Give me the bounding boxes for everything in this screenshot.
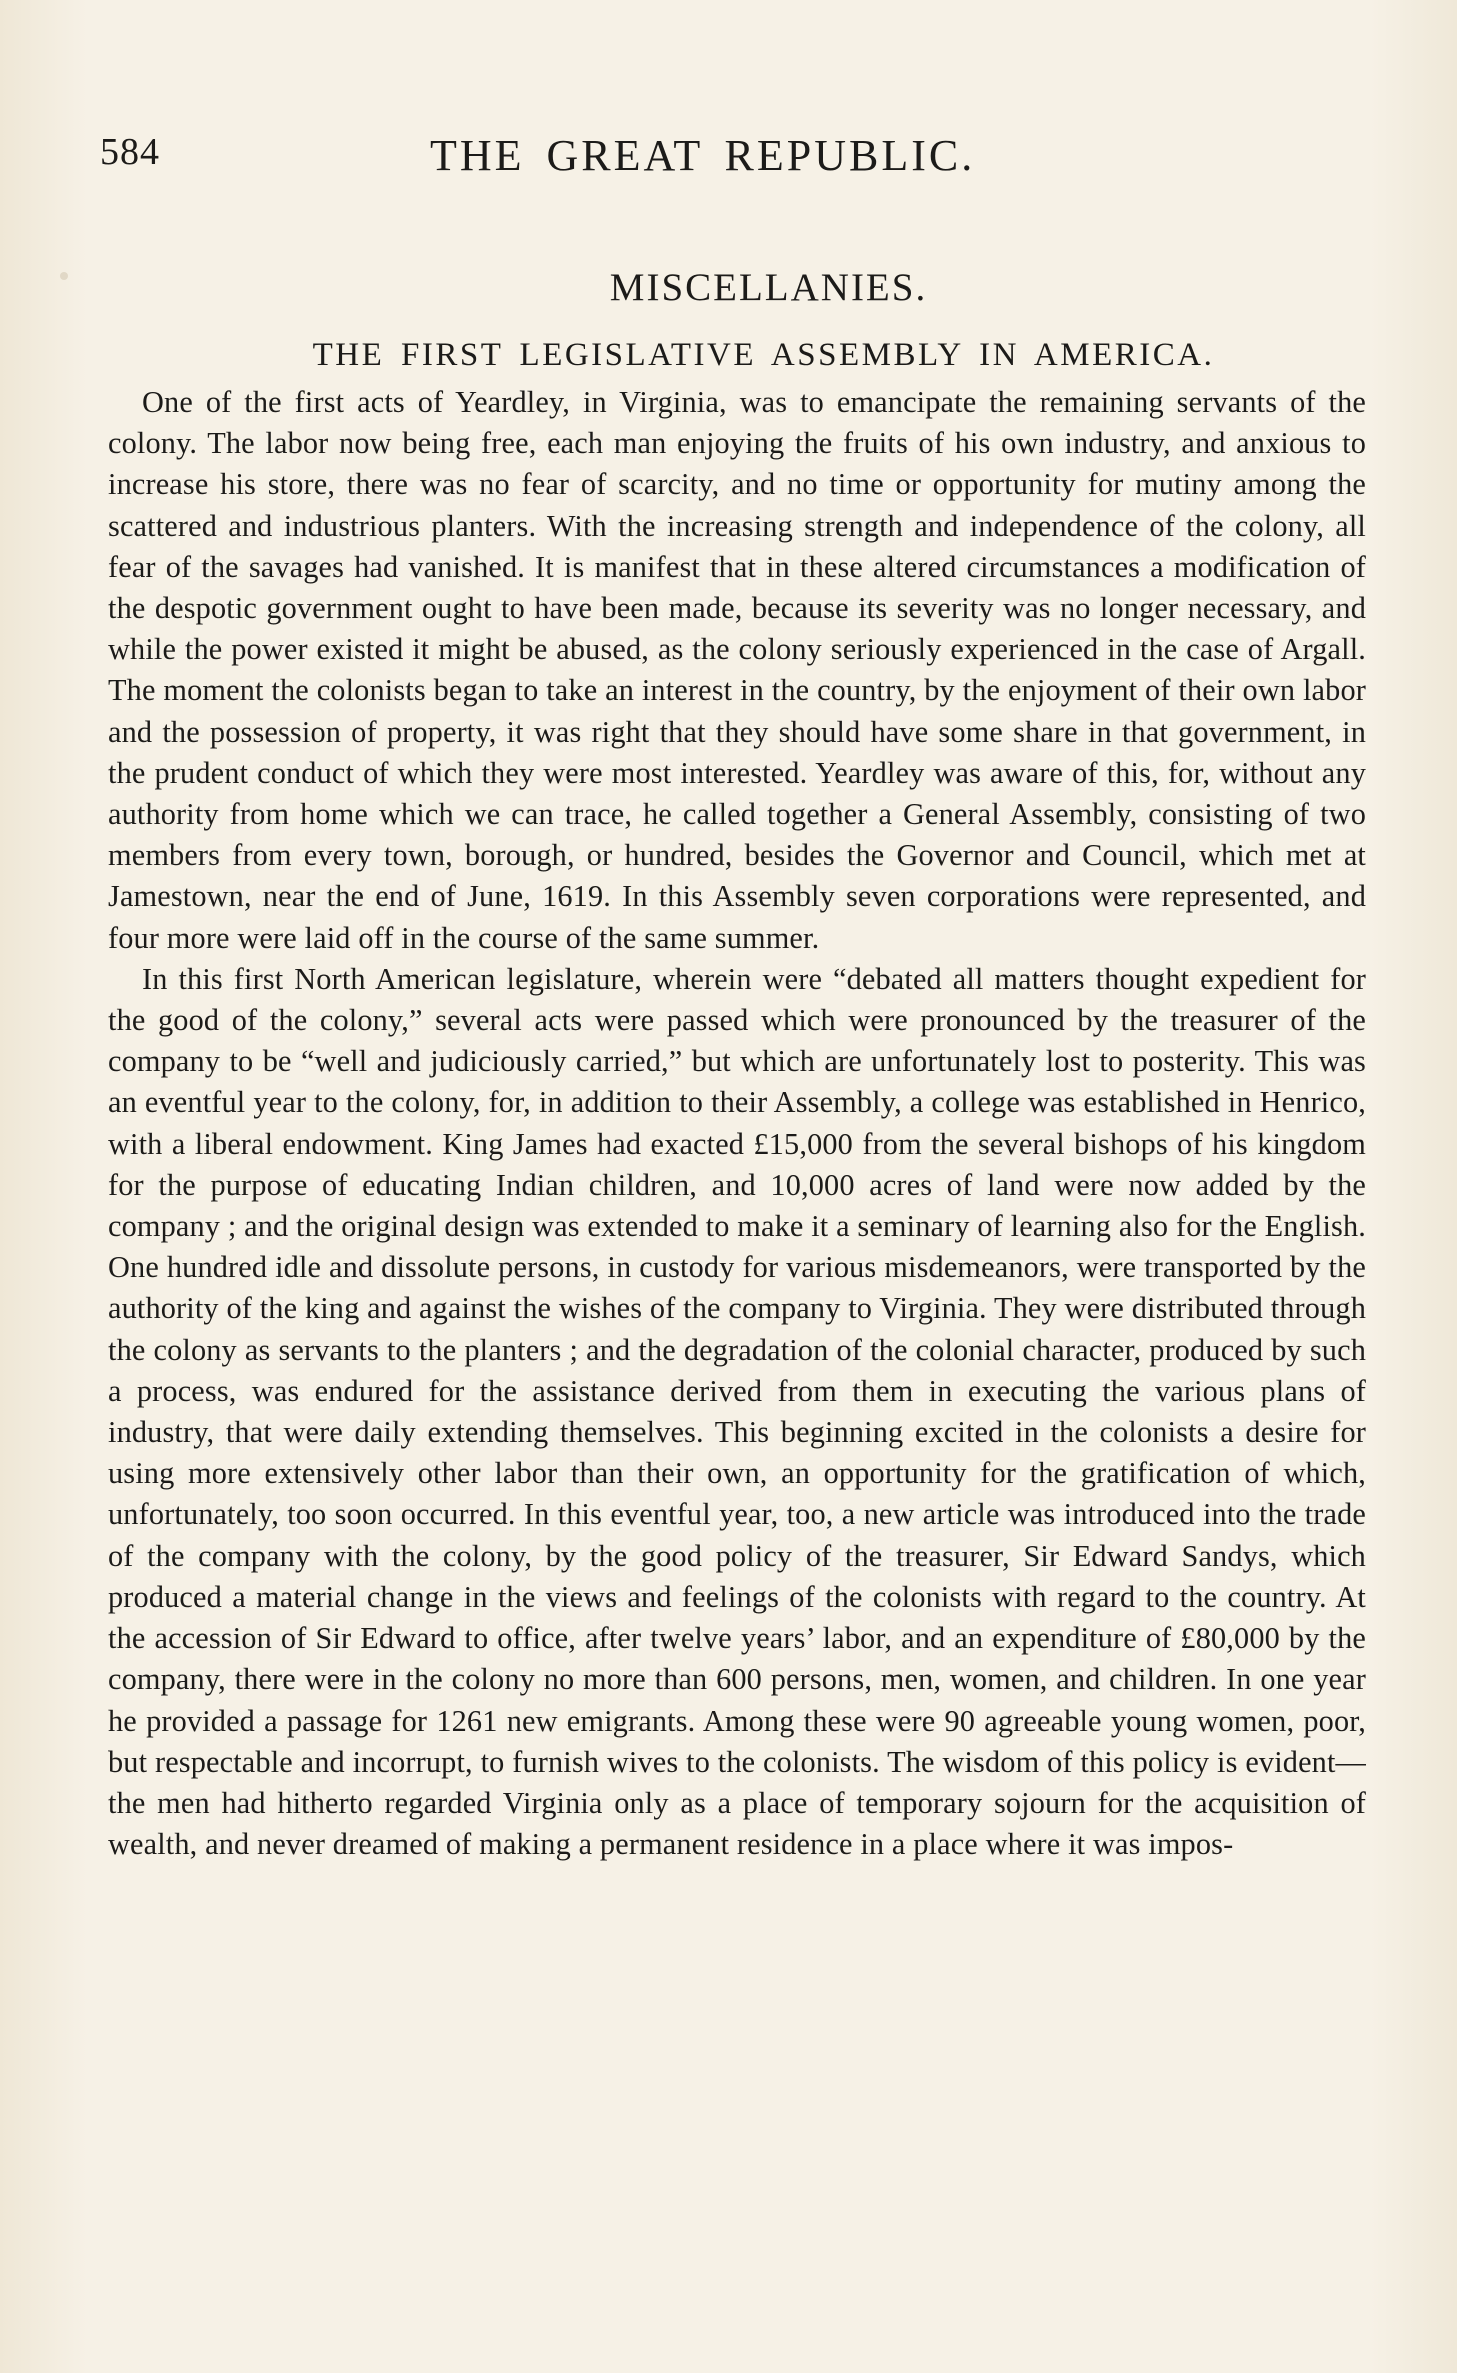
running-header xyxy=(100,130,1360,190)
running-title: THE GREAT REPUBLIC. xyxy=(430,131,976,180)
section-title: MISCELLANIES. xyxy=(609,266,928,309)
body-text xyxy=(108,382,1366,1865)
paragraph: In this first North American legislature, wherein were “debated all matters thought expedient for the good of the colony,” several acts were passed which were pronounced by the treasurer of the company to be “well and judiciously carried,” but which are unfortunately lost to posterity. This was an eventful year to the colony, for, in addition to their Assembly, a college was established in Henrico, with a liberal endowment. King James had exacted £15,000 from the several bishops of his kingdom for the purpose of educating Indian children, and 10,000 acres of land were now added by the company ; and the original design was extended to make it a seminary of learning also for the English. One hundred idle and dissolute persons, in custody for various misdemeanors, were transported by the authority of the king and against the wishes of the company to Virginia. They were distributed through the colony as servants to the planters ; and the degradation of the colonial character, produced by such a process, was endured for the assistance derived from them in executing the various plans of industry, that were daily extending themselves. This beginning excited in the colonists a desire for using more extensively other labor than their own, an opportunity for the gratification of which, unfortunately, too soon occurred. In this eventful year, too, a new article was introduced into the trade of the company with the colony, by the good policy of the treasurer, Sir Edward Sandys, which produced a material change in the views and feelings of the colonists with regard to the country. At the accession of Sir Edward to office, after twelve years’ labor, and an expenditure of £80,000 by the company, there were in the colony no more than 600 persons, men, women, and children. In one year he provided a passage for 1261 new emigrants. Among these were 90 agreeable young women, poor, but respectable and incorrupt, to furnish wives to the colonists. The wisdom of this policy is evident—the men had hitherto regarded Virginia only as a place of temporary sojourn for the acquisition of wealth, and never dreamed of making a permanent residence in a place where it was impos- xyxy=(108,961,1366,1862)
section-subtitle: THE FIRST LEGISLATIVE ASSEMBLY IN AMERICA. xyxy=(312,337,1215,373)
page-number: 584 xyxy=(100,131,160,173)
paragraph: One of the first acts of Yeardley, in Virginia, was to emancipate the remaining servants of the colony. The labor now being free, each man enjoying the fruits of his own industry, and anxious to increase his store, there was no fear of scarcity, and no time or opportunity for mutiny among the scattered and industrious planters. With the increasing strength and independence of the colony, all fear of the savages had vanished. It is manifest that in these altered circumstances a modification of the despotic government ought to have been made, because its severity was no longer necessary, and while the power existed it might be abused, as the colony seriously experienced in the case of Argall. The moment the colonists began to take an interest in the country, by the enjoyment of their own labor and the possession of property, it was right that they should have some share in that government, in the prudent conduct of which they were most interested. Yeardley was aware of this, for, without any authority from home which we can trace, he called together a General Assembly, consisting of two members from every town, borough, or hundred, besides the Governor and Council, which met at Jamestown, near the end of June, 1619. In this Assembly seven corporations were represented, and four more were laid off in the course of the same summer. xyxy=(108,385,1366,955)
